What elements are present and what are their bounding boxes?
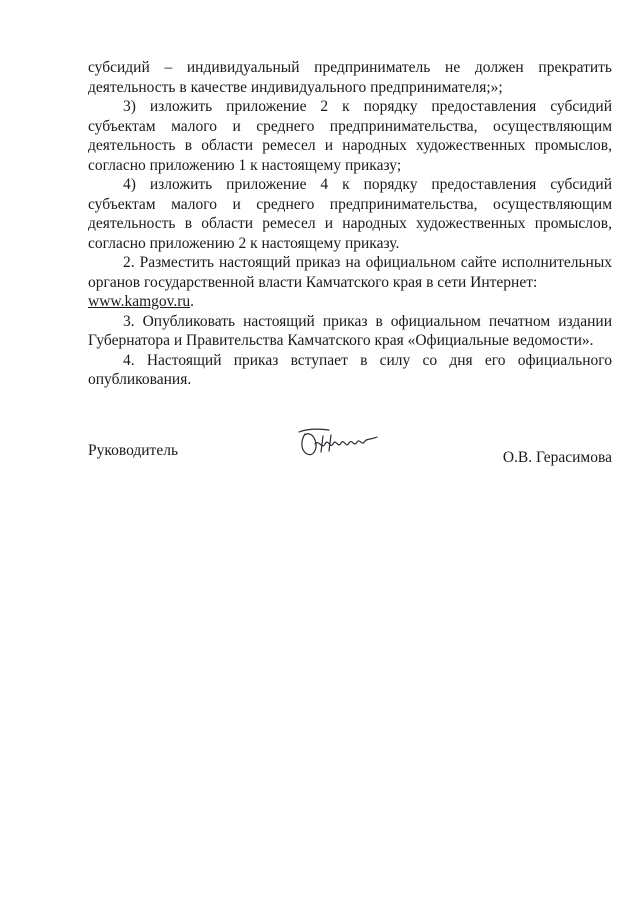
signatory-name: О.В. Герасимова [502,449,612,466]
document-body [88,58,612,390]
handwritten-signature [295,426,381,462]
paragraph-point-4: 4. Настоящий приказ вступает в силу со дня его официального опубликования. [88,351,612,388]
signature-block [88,440,612,480]
signatory-role: Руководитель [88,442,179,459]
website-link-suffix: . [190,293,195,310]
paragraph-point-2-text: 2. Разместить настоящий приказ на официальном сайте исполнительных органов государственной власти Камчатского края в сети Интернет: [88,254,612,291]
website-link[interactable]: www.kamgov.ru [88,293,191,310]
paragraph-point-3: 3. Опубликовать настоящий приказ в официальном печатном издании Губернатора и Правительства Камчатского края «Официальные ведомости». [88,312,612,349]
paragraph-point-2 [88,253,612,312]
paragraph-continuation: субсидий – индивидуальный предприниматель не должен прекратить деятельность в качестве индивидуального предпринимателя;»; [88,59,612,96]
paragraph-item-4: 4) изложить приложение 4 к порядку предоставления субсидий субъектам малого и среднего предпринимательства, осуществляющим деятельность в области ремесел и народных художественных промыслов, согласно приложению 2 к настоящему приказу. [88,176,612,252]
paragraph-item-3: 3) изложить приложение 2 к порядку предоставления субсидий субъектам малого и среднего предпринимательства, осуществляющим деятельность в области ремесел и народных художественных промыслов, согласно приложению 1 к настоящему приказу; [88,98,612,174]
